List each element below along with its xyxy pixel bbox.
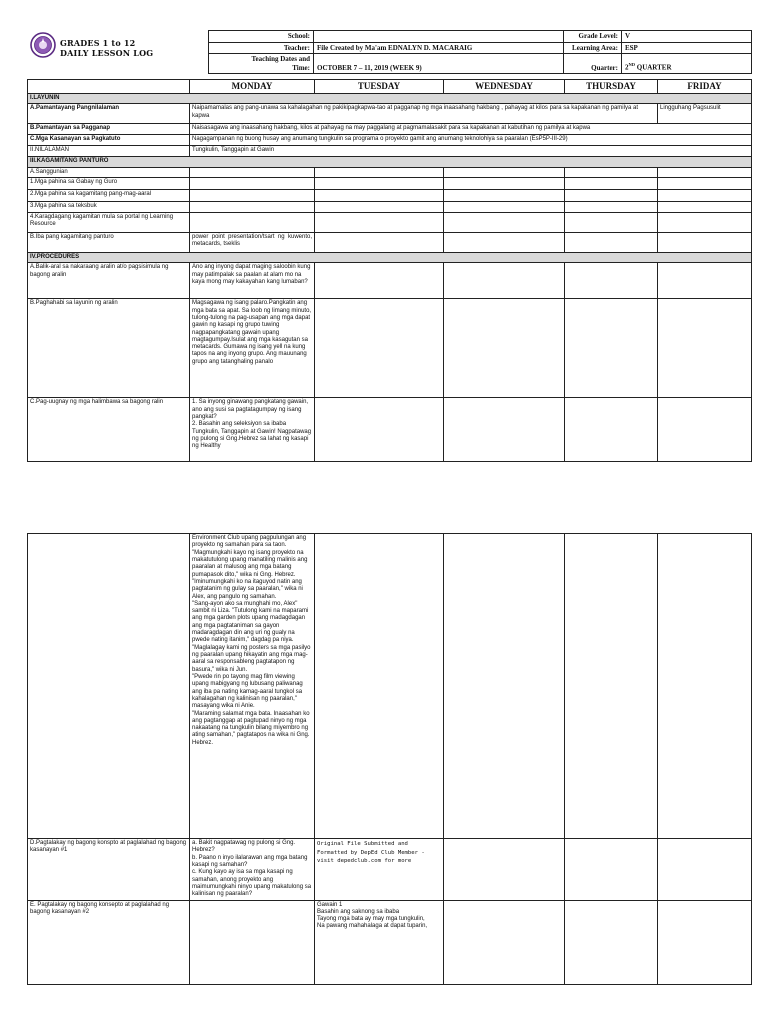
- day-header-friday: FRIDAY: [658, 80, 752, 94]
- school-label: School:: [209, 31, 314, 43]
- section-procedures: IV.PROCEDURES: [28, 252, 752, 262]
- grade-level-label: Grade Level:: [564, 31, 622, 43]
- learning-area-label: Learning Area:: [564, 42, 622, 54]
- row-label-iba-pang-kagamitan: B.Iba pang kagamitang panturo: [28, 232, 190, 252]
- pamantayan-pagganap-text: Naisasagawa ang inaasahang hakbang, kilos at pahayag na may paggalang at pagmamalasakit para sa kapakanan at kabutihan ng pamilya at kapwa: [190, 124, 752, 135]
- grade-level-value: V: [622, 31, 752, 43]
- quarter-value: 2ND QUARTER: [622, 54, 752, 74]
- row-label-pamantayang-pangnilalaman: A.Pamantayang Pangnilalaman: [28, 104, 190, 124]
- day-header-thursday: THURSDAY: [565, 80, 658, 94]
- teaching-dates-label: Teaching Dates and Time:: [209, 54, 314, 74]
- corner-cell: [28, 80, 190, 94]
- row-label-balik-aral: A.Balik-aral sa nakaraang aralin at/o pagsisimula ng bagong aralin: [28, 263, 190, 299]
- header-info-table: [208, 30, 752, 74]
- seleksiyon-continued-text: Environment Club upang pagpulungan ang proyekto ng samahan para sa taon. "Magmungkahi kayo ng isang proyekto na makatutulong upang manatiling malinis ang paaralan at malusog ang mga batang pumapasok dito," wika ni Gng. Hebrez. "Iminumungkahi ko na itaguyod natin ang pagtatanim ng gulay sa paaralan," wika ni Alex, ang pangulo ng samahan. "Sang-ayon ako sa munghahi mo, Alex" sambit ni Liza. "Tutulong kami na maparami ang mga garden plots upang madagdagan ang mga pagtataniman sa gayon madaragdagan din ang uri ng gualy na pwede nating itanim," dagdag pa niya. "Maglalagay kami ng posters sa mga pasilyo ng paaralan upang hikayatin ang mga mag-aaral sa responsableng pagtatapon ng basura," wika ni Jun. "Pwede rin po tayong mag film viewing upang mabigyang ng lubusang paliwanag ang iba pa nating kamag-aaral tungkol sa kahalagahan ng kalinisan ng paaralan," masayang wika ni Anie. "Maraming salamat mga bata. Inaasahan ko ang pagtanggap at pagtupad ninyo ng mga nakaatang na tungkulin bilang miyembro ng ating samahan," pagtatapos na wika ni Gng. Hebrez.: [190, 534, 315, 839]
- paghahabi-text: Magsagawa ng isang palaro.Pangkatin ang mga bata sa apat. Sa loob ng limang minuto, tulong-tulong na pag-usapan ang mga dapat gawin ng kasapi ng grupo tuwing nagpapangkatang gawain upang magtagumpay.Isulat ang mga kasagutan sa metacards. Gumawa ng isang yell na kung tapos na ang inyong grupo. Ang mauunang grupo ang tatanghaling panalo: [190, 299, 315, 398]
- row-label-pagtalakay-2: E. Pagtalakay ng bagong konsepto at paglalahad ng bagong kasanayan #2: [28, 900, 190, 984]
- nilalaman-text: Tungkulin, Tanggapin at Gawin: [190, 146, 752, 157]
- teacher-value: File Created by Ma'am EDNALYN D. MACARAIG: [314, 42, 564, 54]
- iba-pang-kagamitan-text: power point presentation/tsart ng kuwento, metacards, tseklis: [190, 232, 315, 252]
- row-label-teksbuk: 3.Mga pahina sa teksbuk: [28, 201, 190, 212]
- lesson-table-page2: [27, 533, 752, 985]
- row-label-sanggunian: A.Sanggunian: [28, 167, 190, 177]
- row-label-pag-uugnay: C.Pag-uugnay ng mga halimbawa sa bagong ralin: [28, 398, 190, 462]
- row-label-nilalaman: II.NILALAMAN: [28, 146, 190, 157]
- pagtalakay-2-empty-monday: [190, 900, 315, 984]
- teaching-dates-value: OCTOBER 7 – 11, 2019 (WEEK 9): [314, 54, 564, 74]
- quarter-label: Quarter:: [564, 54, 622, 74]
- row-label-kasanayan: C.Mga Kasanayan sa Pagkatuto: [28, 135, 190, 146]
- learning-area-value: ESP: [622, 42, 752, 54]
- pag-uugnay-text: 1. Sa inyong ginawang pangkatang gawain, ano ang susi sa pagtatagumpay ng isang pangkat? 2. Basahin ang seleksiyon sa ibaba Tungkulin, Tanggapin at Gawin! Nagpatawag ng pulong si Gng.Hebrez sa lahat ng kasapi ng Healthy: [190, 398, 315, 462]
- row-label-pagtalakay-1: D.Pagtalakay ng bagong konspto at paglalahad ng bagong kasanayan #1: [28, 839, 190, 901]
- continued-label-cell: [28, 534, 190, 839]
- pagtalakay-1-text: a. Bakit nagpatawag ng pulong si Gng. Hebrez? b. Paano n inyo ilalarawan ang mga batang kasapi ng samahan? c. Kung kayo ay isa sa mga kasapi ng samahan, anong proyekto ang maimumungkahi ninyo upang makatulong sa kalinisan ng paaralan?: [190, 839, 315, 901]
- section-kagamitang-panturo: III.KAGAMITANG PANTURO: [28, 157, 752, 167]
- document-title: GRADES 1 to 12 DAILY LESSON LOG: [60, 38, 154, 59]
- row-label-pamantayan-pagganap: B.Pamantayan sa Pagganap: [28, 124, 190, 135]
- day-header-wednesday: WEDNESDAY: [444, 80, 565, 94]
- teacher-label: Teacher:: [209, 42, 314, 54]
- row-label-paghahabi: B.Paghahabi sa layunin ng aralin: [28, 299, 190, 398]
- row-label-mag-aaral: 2.Mga pahina sa kagamitang pang-mag-aaral: [28, 189, 190, 201]
- row-label-karagdagang-kagamitan: 4.Karagdagang kagamitan mula sa portal ng Learning Resource: [28, 212, 190, 232]
- file-credit-note: Original File Submitted and Formatted by DepEd Club Member - visit depedclub.com for more: [315, 839, 444, 901]
- school-value: [314, 31, 564, 43]
- pamantayang-pangnilalaman-text: Naipamamalas ang pang-unawa sa kahalagahan ng pakikipagkapwa-tao at pagganap ng mga inaasahang hakbang , pahayag at kilos para sa kapakanan ng pamilya at kapwa: [190, 104, 658, 124]
- section-layunin: I.LAYUNIN: [28, 94, 752, 104]
- pagtalakay-2-text: Gawain 1 Basahin ang saknong sa ibaba Tayong mga bata ay may mga tungkulin, Na pawang mahahalaga at dapat tuparin,: [315, 900, 444, 984]
- balik-aral-text: Ano ang inyong dapat maging saloobin kung may patimpalak sa paalan at alam mo na kaya mong may kakayahan kang lumaban?: [190, 263, 315, 299]
- day-header-monday: MONDAY: [190, 80, 315, 94]
- friday-quiz-text: Lingguhang Pagsusulit: [658, 104, 752, 124]
- deped-seal-logo: [30, 32, 56, 58]
- kasanayan-text: Nagagampanan ng buong husay ang anumang tungkulin sa programa o proyekto gamit ang anumang teknolohiya sa paaralan (EsP5P-III-29): [190, 135, 752, 146]
- row-label-gabay: 1.Mga pahina sa Gabay ng Guro: [28, 177, 190, 189]
- day-header-tuesday: TUESDAY: [315, 80, 444, 94]
- lesson-table-page1: [27, 79, 752, 462]
